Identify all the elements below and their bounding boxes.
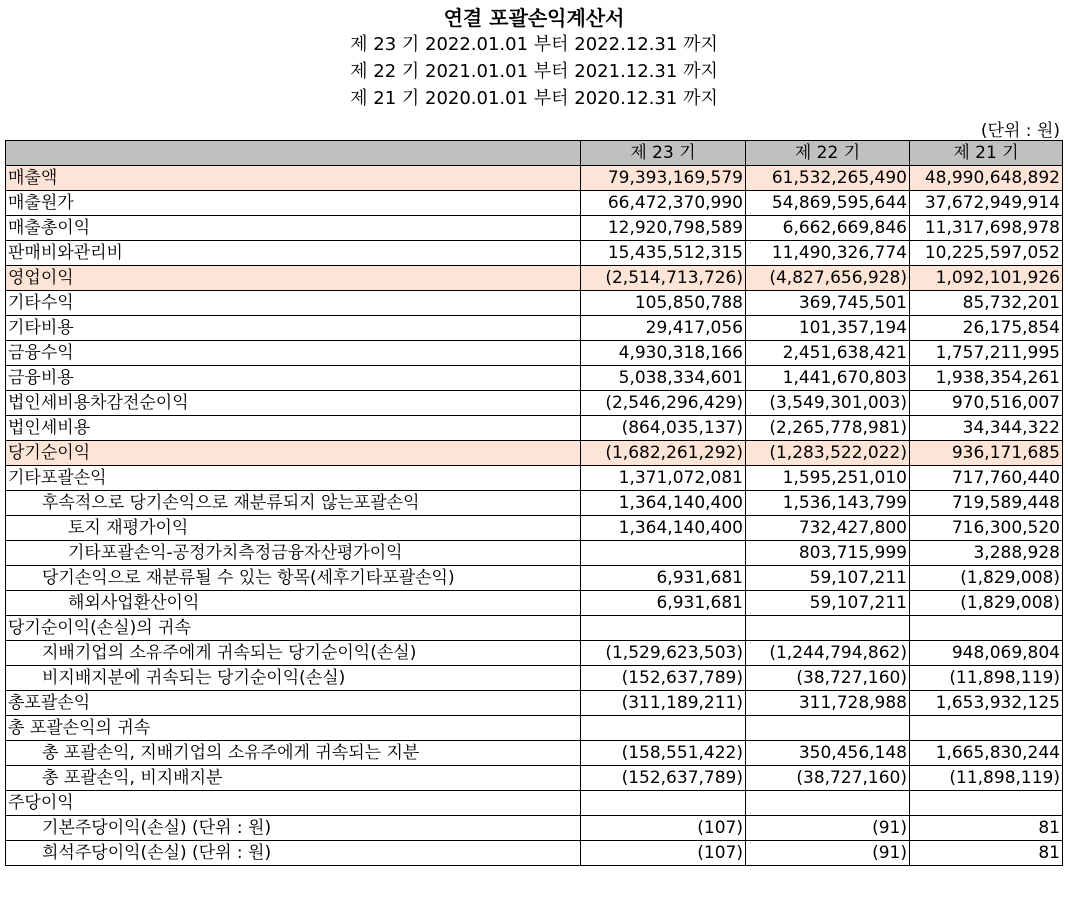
table-row [6, 166, 1063, 191]
row-label: 법인세비용 [6, 416, 581, 441]
value-cell: 4,930,318,166 [581, 341, 746, 366]
value-cell: 81 [910, 816, 1063, 841]
value-cell: 59,107,211 [746, 566, 910, 591]
value-cell: 59,107,211 [746, 591, 910, 616]
value-cell: 948,069,804 [910, 641, 1063, 666]
period-23: 제 23 기 2022.01.01 부터 2022.12.31 까지 [350, 34, 718, 55]
value-cell: 1,595,251,010 [746, 466, 910, 491]
value-cell: 6,662,669,846 [746, 216, 910, 241]
row-label: 토지 재평가이익 [6, 516, 581, 541]
value-cell [910, 616, 1063, 641]
value-cell: 2,451,638,421 [746, 341, 910, 366]
value-cell: 1,536,143,799 [746, 491, 910, 516]
value-cell: 15,435,512,315 [581, 241, 746, 266]
value-cell: 1,938,354,261 [910, 366, 1063, 391]
value-cell: 5,038,334,601 [581, 366, 746, 391]
value-cell: 970,516,007 [910, 391, 1063, 416]
value-cell: 101,357,194 [746, 316, 910, 341]
value-cell: 1,092,101,926 [910, 266, 1063, 291]
value-cell [581, 791, 746, 816]
period-22: 제 22 기 2021.01.01 부터 2021.12.31 까지 [350, 61, 718, 82]
row-label: 주당이익 [6, 791, 581, 816]
row-label: 후속적으로 당기손익으로 재분류되지 않는포괄손익 [6, 491, 581, 516]
table-row [6, 716, 1063, 741]
value-cell: 54,869,595,644 [746, 191, 910, 216]
value-cell: (11,898,119) [910, 666, 1063, 691]
value-cell: (1,829,008) [910, 591, 1063, 616]
value-cell: (1,682,261,292) [581, 441, 746, 466]
row-label: 매출원가 [6, 191, 581, 216]
value-cell: 1,653,932,125 [910, 691, 1063, 716]
row-label: 기타포괄손익 [6, 466, 581, 491]
table-row [6, 591, 1063, 616]
value-cell [910, 716, 1063, 741]
value-cell: (1,244,794,862) [746, 641, 910, 666]
value-cell [910, 791, 1063, 816]
value-cell: 803,715,999 [746, 541, 910, 566]
table-row [6, 491, 1063, 516]
value-cell [581, 616, 746, 641]
table-row [6, 841, 1063, 866]
value-cell: (2,514,713,726) [581, 266, 746, 291]
row-label: 당기손익으로 재분류될 수 있는 항목(세후기타포괄손익) [6, 566, 581, 591]
value-cell: 369,745,501 [746, 291, 910, 316]
value-cell: 34,344,322 [910, 416, 1063, 441]
row-label: 기타포괄손익-공정가치측정금융자산평가이익 [6, 541, 581, 566]
table-row [6, 291, 1063, 316]
value-cell: 1,441,670,803 [746, 366, 910, 391]
value-cell: (11,898,119) [910, 766, 1063, 791]
table-row [6, 466, 1063, 491]
value-cell: 311,728,988 [746, 691, 910, 716]
value-cell: 1,364,140,400 [581, 516, 746, 541]
value-cell: 66,472,370,990 [581, 191, 746, 216]
row-label: 금융수익 [6, 341, 581, 366]
row-label: 지배기업의 소유주에게 귀속되는 당기순이익(손실) [6, 641, 581, 666]
value-cell [746, 616, 910, 641]
period-21: 제 21 기 2020.01.01 부터 2020.12.31 까지 [350, 88, 718, 109]
value-cell: 1,364,140,400 [581, 491, 746, 516]
value-cell: 48,990,648,892 [910, 166, 1063, 191]
row-label: 당기순이익 [6, 441, 581, 466]
value-cell: 61,532,265,490 [746, 166, 910, 191]
table-row [6, 341, 1063, 366]
value-cell: (38,727,160) [746, 666, 910, 691]
table-row [6, 641, 1063, 666]
value-cell: (1,283,522,022) [746, 441, 910, 466]
row-label: 총 포괄손익, 비지배지분 [6, 766, 581, 791]
row-label: 매출액 [6, 166, 581, 191]
value-cell: 11,317,698,978 [910, 216, 1063, 241]
row-label: 당기순이익(손실)의 귀속 [6, 616, 581, 641]
row-label: 희석주당이익(손실) (단위 : 원) [6, 841, 581, 866]
table-row [6, 541, 1063, 566]
value-cell: (3,549,301,003) [746, 391, 910, 416]
table-row [6, 316, 1063, 341]
row-label: 기타수익 [6, 291, 581, 316]
value-cell: 79,393,169,579 [581, 166, 746, 191]
value-cell: (1,529,623,503) [581, 641, 746, 666]
value-cell: 6,931,681 [581, 566, 746, 591]
row-label: 기본주당이익(손실) (단위 : 원) [6, 816, 581, 841]
value-cell: 85,732,201 [910, 291, 1063, 316]
value-cell: (91) [746, 816, 910, 841]
value-cell: (107) [581, 816, 746, 841]
value-cell: 3,288,928 [910, 541, 1063, 566]
value-cell [746, 716, 910, 741]
table-header [6, 141, 1063, 166]
value-cell [581, 541, 746, 566]
table-row [6, 216, 1063, 241]
table-row [6, 366, 1063, 391]
value-cell: (158,551,422) [581, 741, 746, 766]
value-cell: 936,171,685 [910, 441, 1063, 466]
value-cell: 26,175,854 [910, 316, 1063, 341]
table-row [6, 741, 1063, 766]
value-cell: (152,637,789) [581, 666, 746, 691]
value-cell: 732,427,800 [746, 516, 910, 541]
row-label: 영업이익 [6, 266, 581, 291]
value-cell: 716,300,520 [910, 516, 1063, 541]
header-period-21: 제 21 기 [910, 141, 1063, 166]
table-row [6, 816, 1063, 841]
value-cell: 6,931,681 [581, 591, 746, 616]
table-row [6, 566, 1063, 591]
row-label: 금융비용 [6, 366, 581, 391]
row-label: 판매비와관리비 [6, 241, 581, 266]
value-cell: (91) [746, 841, 910, 866]
value-cell: 11,490,326,774 [746, 241, 910, 266]
table-row [6, 766, 1063, 791]
row-label: 기타비용 [6, 316, 581, 341]
value-cell: (4,827,656,928) [746, 266, 910, 291]
value-cell: 1,665,830,244 [910, 741, 1063, 766]
value-cell: 1,757,211,995 [910, 341, 1063, 366]
table-row [6, 441, 1063, 466]
row-label: 총포괄손익 [6, 691, 581, 716]
row-label: 총 포괄손익, 지배기업의 소유주에게 귀속되는 지분 [6, 741, 581, 766]
value-cell: 29,417,056 [581, 316, 746, 341]
value-cell [746, 791, 910, 816]
row-label: 비지배지분에 귀속되는 당기순이익(손실) [6, 666, 581, 691]
value-cell: 105,850,788 [581, 291, 746, 316]
unit-label: (단위 : 원) [980, 121, 1060, 141]
table-row [6, 241, 1063, 266]
table-row [6, 516, 1063, 541]
table-row [6, 666, 1063, 691]
table-row [6, 691, 1063, 716]
value-cell: 37,672,949,914 [910, 191, 1063, 216]
row-label: 총 포괄손익의 귀속 [6, 716, 581, 741]
value-cell: 719,589,448 [910, 491, 1063, 516]
value-cell: (2,546,296,429) [581, 391, 746, 416]
table-row [6, 266, 1063, 291]
value-cell: 717,760,440 [910, 466, 1063, 491]
table-row [6, 191, 1063, 216]
value-cell: (1,829,008) [910, 566, 1063, 591]
table-row [6, 391, 1063, 416]
value-cell: (38,727,160) [746, 766, 910, 791]
value-cell [581, 716, 746, 741]
row-label: 법인세비용차감전순이익 [6, 391, 581, 416]
header-label [6, 141, 581, 166]
value-cell: 10,225,597,052 [910, 241, 1063, 266]
value-cell: (864,035,137) [581, 416, 746, 441]
row-label: 매출총이익 [6, 216, 581, 241]
header-period-22: 제 22 기 [746, 141, 910, 166]
table-row [6, 616, 1063, 641]
value-cell: (152,637,789) [581, 766, 746, 791]
value-cell: (2,265,778,981) [746, 416, 910, 441]
income-statement-table [5, 140, 1063, 866]
table-row [6, 791, 1063, 816]
value-cell: 81 [910, 841, 1063, 866]
value-cell: 12,920,798,589 [581, 216, 746, 241]
value-cell: (311,189,211) [581, 691, 746, 716]
header-period-23: 제 23 기 [581, 141, 746, 166]
document-title: 연결 포괄손익계산서 [443, 6, 625, 30]
row-label: 해외사업환산이익 [6, 591, 581, 616]
value-cell: (107) [581, 841, 746, 866]
value-cell: 1,371,072,081 [581, 466, 746, 491]
table-row [6, 416, 1063, 441]
value-cell: 350,456,148 [746, 741, 910, 766]
